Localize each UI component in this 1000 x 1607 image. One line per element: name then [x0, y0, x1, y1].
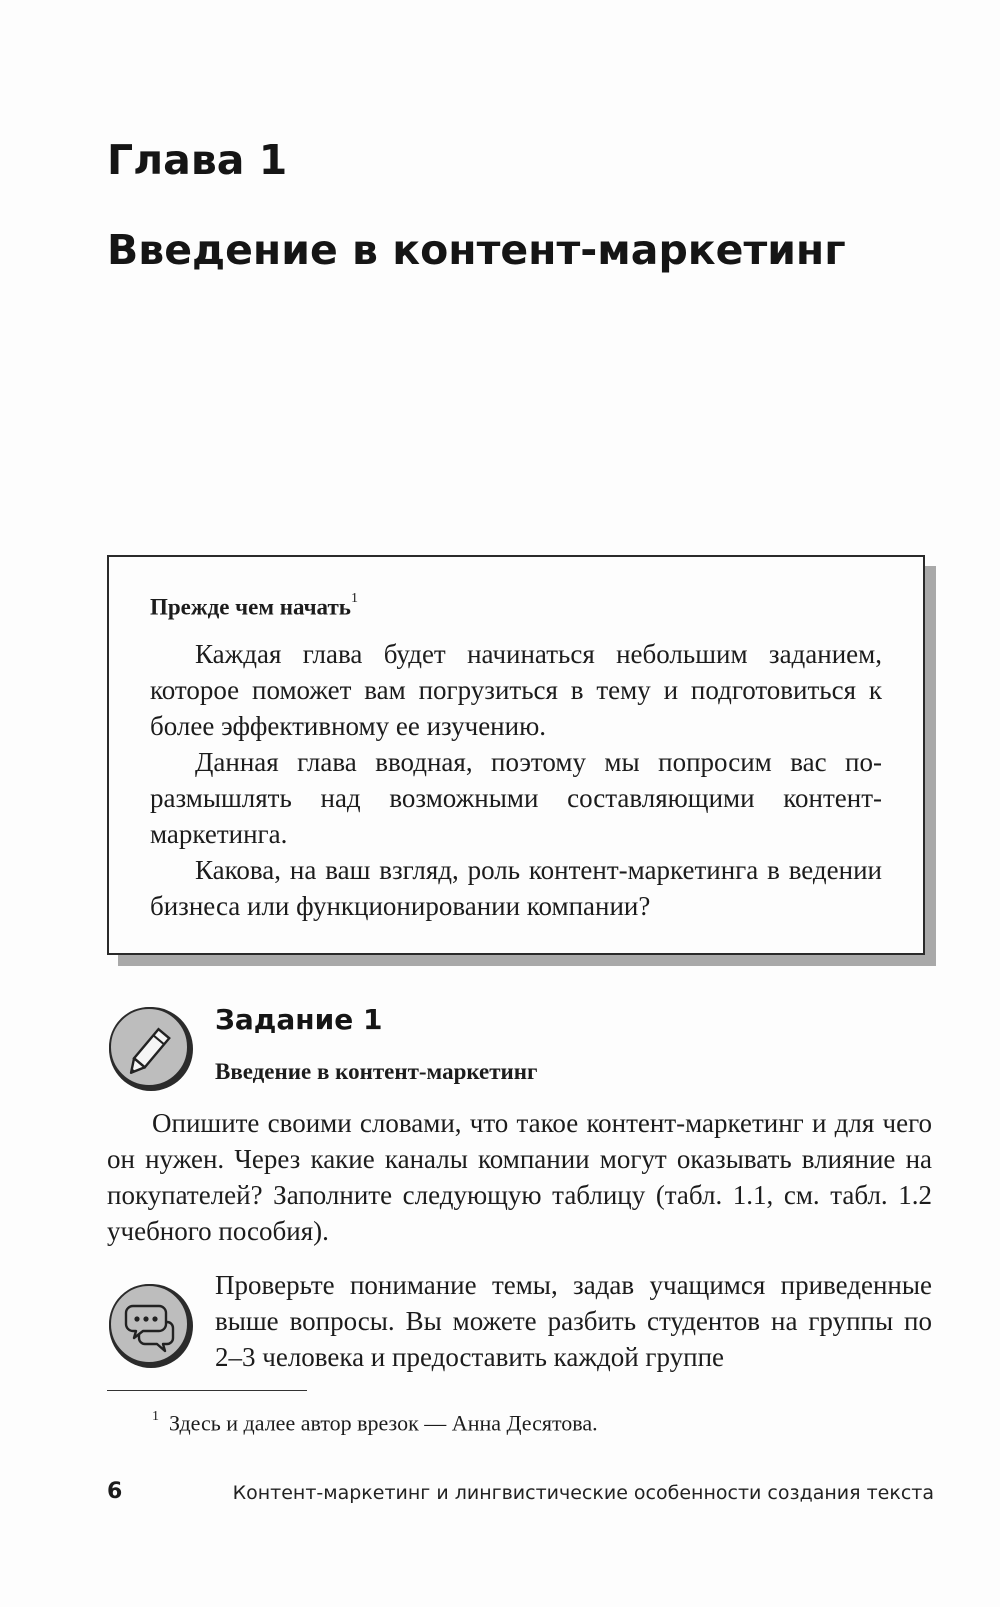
footnote — [152, 1404, 598, 1438]
chapter-label: Глава 1 — [107, 136, 288, 184]
chapter-title: Введение в контент-маркетинг — [107, 226, 846, 274]
intro-box-heading — [150, 587, 882, 624]
intro-box — [107, 555, 925, 955]
teacher-note-text: Проверьте понимание темы, задав учащимся приведенные выше вопросы. Вы можете разбить студентов на группы по 2–3 человека и предоставить каждой группе — [215, 1270, 932, 1372]
running-title: Контент-маркетинг и лингвистические особенности создания текста — [232, 1482, 934, 1504]
footnote-number: 1 — [152, 1409, 159, 1424]
task-label: Задание 1 — [215, 1003, 383, 1036]
page-number: 6 — [107, 1479, 123, 1504]
footnote-reference: 1 — [350, 591, 358, 606]
task-text: Опишите своими словами, что такое контент-маркетинг и для чего он нужен. Через какие каналы компании могут оказывать влияние на покупателей? Заполните следующую таблицу (табл. 1.1, см. табл. 1.2 учебного пособия). — [107, 1108, 932, 1246]
chat-bubbles-icon — [107, 1282, 195, 1370]
intro-paragraph: Данная глава вводная, поэтому мы попросим вас поразмышлять над возможными составляющими контент-маркетинга. — [150, 746, 882, 849]
intro-box-heading-text: Прежде чем начать — [150, 594, 351, 620]
intro-paragraph: Какова, на ваш взгляд, роль контент-маркетинга в ведении бизнеса или функционировании компании? — [150, 854, 882, 921]
task-subtitle: Введение в контент-маркетинг — [215, 1059, 538, 1084]
footnote-divider — [107, 1390, 307, 1391]
intro-paragraph: Каждая глава будет начинаться небольшим заданием, которое поможет вам погрузиться в тему и подготовиться к более эффективному ее изучению. — [150, 638, 882, 741]
teacher-note — [215, 1267, 932, 1375]
pencil-icon — [107, 1005, 195, 1093]
task-body — [107, 1105, 932, 1249]
footnote-text: Здесь и далее автор врезок — Анна Десятова. — [169, 1410, 598, 1436]
